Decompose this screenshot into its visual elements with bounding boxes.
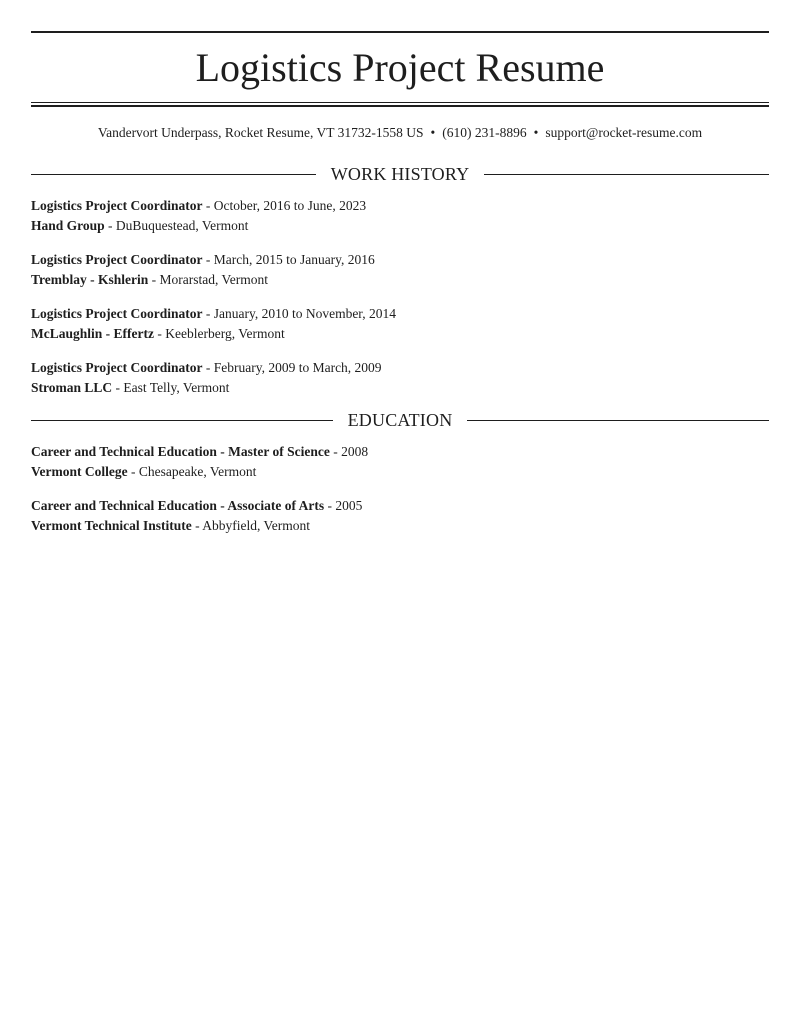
- section-title: EDUCATION: [347, 410, 453, 430]
- education-entry-title-line: [31, 442, 769, 462]
- work-entry-title-line: [31, 304, 769, 324]
- work-entry-employer-line: [31, 324, 769, 344]
- title-double-rule: [31, 102, 769, 107]
- work-entry-title-line: [31, 358, 769, 378]
- contact-email: support@rocket-resume.com: [545, 125, 703, 140]
- contact-phone: (610) 231-8896: [442, 125, 527, 140]
- contact-line: [31, 124, 769, 142]
- work-entry: [31, 358, 769, 397]
- employer-location: - Morarstad, Vermont: [148, 271, 268, 287]
- school-location: - Abbyfield, Vermont: [191, 517, 311, 533]
- section-title: WORK HISTORY: [330, 164, 470, 184]
- school-location: - Chesapeake, Vermont: [127, 463, 257, 479]
- employer-name: Stroman LLC: [31, 379, 113, 395]
- degree-year: - 2008: [329, 444, 369, 459]
- employer-name: McLaughlin - Effertz: [31, 325, 154, 341]
- degree: Career and Technical Education - Associate of Arts: [31, 498, 325, 513]
- education-entry-school-line: [31, 516, 769, 536]
- education-entry: [31, 496, 769, 535]
- job-dates: - January, 2010 to November, 2014: [202, 306, 397, 321]
- school-name: Vermont Technical Institute: [31, 517, 192, 533]
- education-entry: [31, 442, 769, 481]
- work-entry: [31, 196, 769, 235]
- work-entry-employer-line: [31, 378, 769, 398]
- employer-location: - East Telly, Vermont: [112, 379, 230, 395]
- education-entry-school-line: [31, 462, 769, 482]
- page-title: Logistics Project Resume: [195, 45, 605, 90]
- job-role: Logistics Project Coordinator: [31, 252, 203, 267]
- job-dates: - February, 2009 to March, 2009: [202, 360, 382, 375]
- contact-address: Vandervort Underpass, Rocket Resume, VT 31732-1558 US: [97, 125, 424, 140]
- top-rule: [31, 31, 769, 33]
- heading-rule-right: [467, 420, 769, 421]
- work-entry-title-line: [31, 250, 769, 270]
- employer-name: Hand Group: [31, 217, 105, 233]
- contact-separator: •: [430, 125, 436, 140]
- education-heading: [31, 408, 769, 432]
- work-entry: [31, 250, 769, 289]
- employer-location: - DuBuquestead, Vermont: [104, 217, 249, 233]
- work-entry: [31, 304, 769, 343]
- work-entry-employer-line: [31, 270, 769, 290]
- job-role: Logistics Project Coordinator: [31, 360, 203, 375]
- job-dates: - October, 2016 to June, 2023: [202, 198, 367, 213]
- job-role: Logistics Project Coordinator: [31, 306, 203, 321]
- employer-location: - Keeblerberg, Vermont: [153, 325, 285, 341]
- employer-name: Tremblay - Kshlerin: [31, 271, 149, 287]
- heading-rule-right: [484, 174, 769, 175]
- job-dates: - March, 2015 to January, 2016: [202, 252, 375, 267]
- degree: Career and Technical Education - Master of Science: [31, 444, 330, 459]
- school-name: Vermont College: [31, 463, 128, 479]
- contact-separator: •: [533, 125, 539, 140]
- heading-rule-left: [31, 420, 333, 421]
- work-history-heading: [31, 162, 769, 186]
- degree-year: - 2005: [324, 498, 363, 513]
- heading-rule-left: [31, 174, 316, 175]
- work-entry-employer-line: [31, 216, 769, 236]
- job-role: Logistics Project Coordinator: [31, 198, 203, 213]
- work-entry-title-line: [31, 196, 769, 216]
- education-entry-title-line: [31, 496, 769, 516]
